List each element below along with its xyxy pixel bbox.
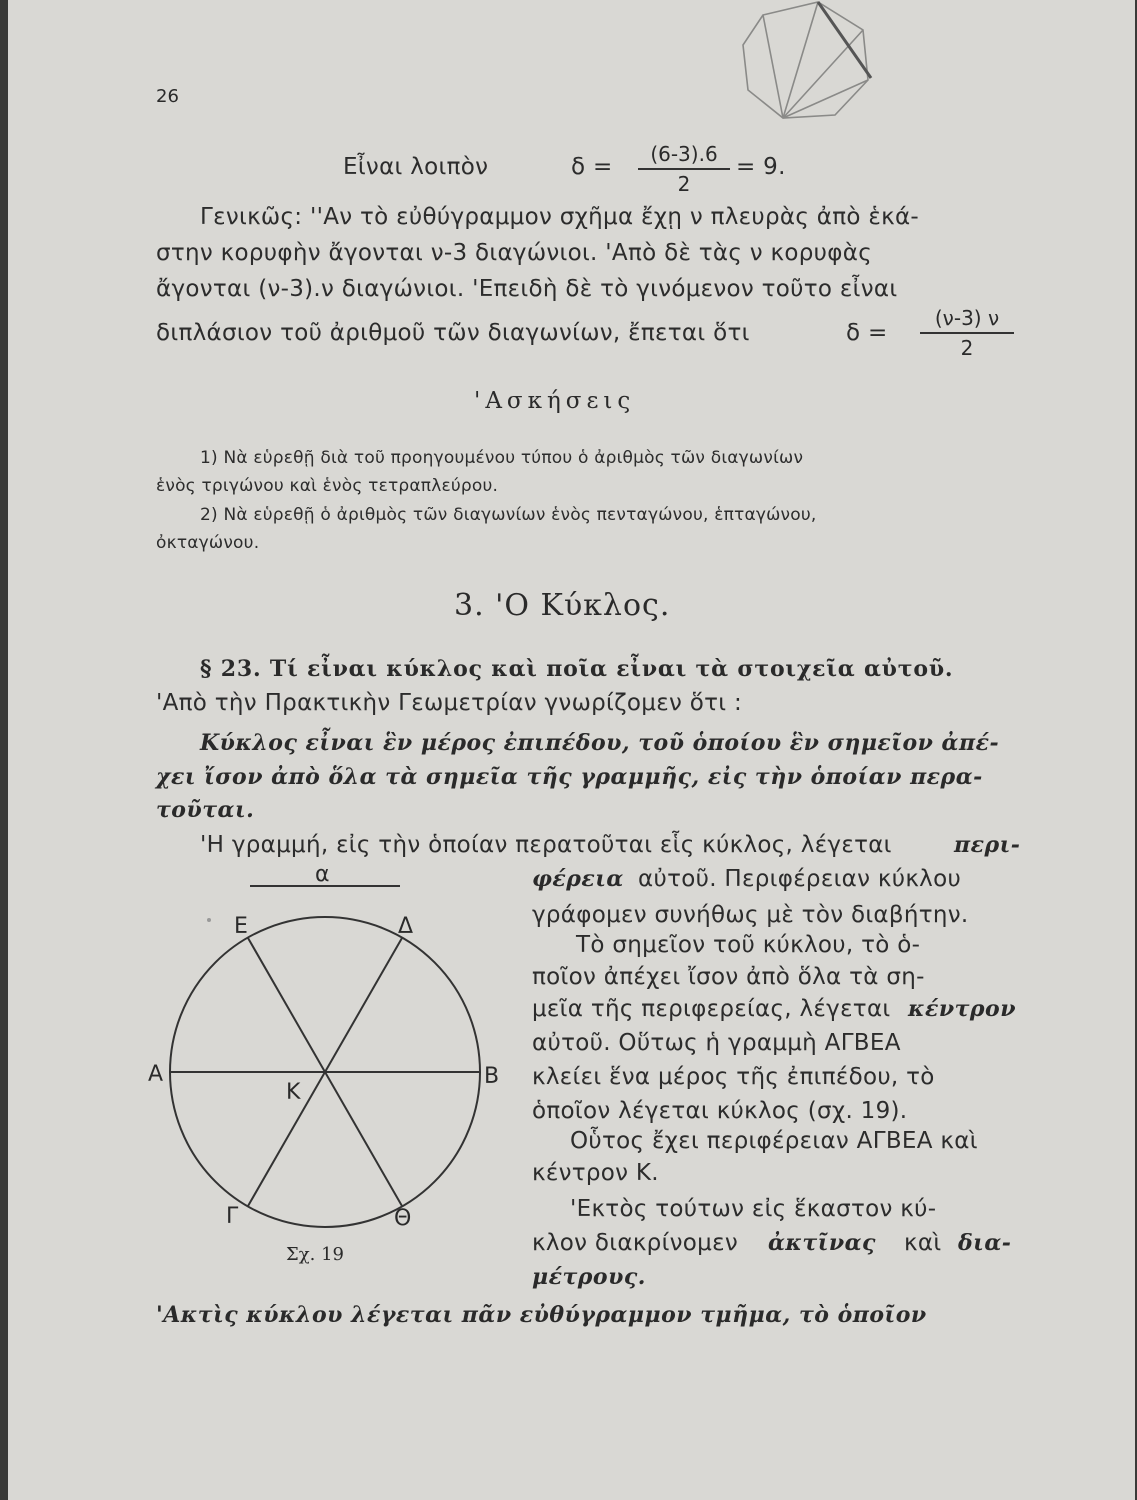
fraction-2-denominator: 2 bbox=[960, 335, 974, 360]
paragraph-3-line-1: Οὗτος ἔχει περιφέρειαν ΑΓΒΕΑ καὶ bbox=[570, 1128, 978, 1154]
stray-dot bbox=[207, 918, 211, 922]
exercise-2-line-1: 2) Νὰ εὑρεθῇ ὁ ἀριθμὸς τῶν διαγωνίων ἑνὸς πενταγώνου, ἑπταγώνου, bbox=[200, 505, 817, 525]
label-K: Κ bbox=[286, 1080, 301, 1105]
term-diameters-part-1: δια- bbox=[958, 1230, 1012, 1256]
page-number: 26 bbox=[156, 86, 179, 107]
paragraph-1-line-2: αὐτοῦ. Περιφέρειαν κύκλου bbox=[638, 866, 962, 892]
line-1-result: = 9. bbox=[736, 154, 786, 180]
section-intro: 'Απὸ τὴν Πρακτικὴν Γεωμετρίαν γνωρίζομεν ὅτι : bbox=[156, 690, 742, 716]
last-line: 'Ακτὶς κύκλου λέγεται πᾶν εὐθύγραμμον τμῆμα, τὸ ὁποῖον bbox=[156, 1302, 927, 1328]
paragraph-2-line-4: αὐτοῦ. Οὕτως ἡ γραμμὴ ΑΓΒΕΑ bbox=[532, 1030, 901, 1056]
exercise-1-line-2: ἑνὸς τριγώνου καὶ ἑνὸς τετραπλεύρου. bbox=[156, 476, 499, 496]
line-5-delta: δ = bbox=[846, 320, 888, 346]
section-title: § 23. Τί εἶναι κύκλος καὶ ποῖα εἶναι τὰ στοιχεῖα αὐτοῦ. bbox=[200, 656, 954, 682]
term-center: κέντρον bbox=[908, 996, 1016, 1022]
paragraph-1-line-1: 'Η γραμμή, εἰς τὴν ὁποίαν περατοῦται εἷς κύκλος, λέγεται bbox=[200, 832, 892, 858]
paragraph-1-line-3: γράφομεν συνήθως μὲ τὸν διαβήτην. bbox=[532, 902, 969, 928]
definition-line-1: Κύκλος εἶναι ἓν μέρος ἐπιπέδου, τοῦ ὁποίου ἓν σημεῖον ἀπέ- bbox=[200, 730, 1000, 756]
pencil-sketch-polygon bbox=[723, 0, 883, 130]
text-line-3: στην κορυφὴν ἄγονται ν-3 διαγώνιοι. 'Απὸ δὲ τὰς ν κορυφὰς bbox=[156, 240, 873, 266]
label-Gamma: Γ bbox=[226, 1204, 239, 1229]
paragraph-2-line-2: ποῖον ἀπέχει ἴσον ἀπὸ ὅλα τὰ ση- bbox=[532, 964, 925, 990]
term-diameters-part-2: μέτρους. bbox=[532, 1264, 646, 1290]
paragraph-4-and: καὶ bbox=[904, 1230, 942, 1256]
term-periphery-part-2: φέρεια bbox=[532, 866, 624, 892]
chapter-title: 3. 'Ο Κύκλος. bbox=[454, 588, 671, 623]
paragraph-2-line-1: Τὸ σημεῖον τοῦ κύκλου, τὸ ὁ- bbox=[576, 932, 921, 958]
paragraph-2-line-5: κλείει ἕνα μέρος τῆς ἐπιπέδου, τὸ bbox=[532, 1064, 935, 1090]
label-A: Α bbox=[148, 1062, 164, 1087]
fraction-1 bbox=[638, 142, 730, 196]
label-Delta: Δ bbox=[398, 914, 414, 939]
label-Theta: Θ bbox=[394, 1206, 412, 1231]
label-alpha: α bbox=[315, 862, 330, 887]
text-line-2: Γενικῶς: ''Αν τὸ εὐθύγραμμον σχῆμα ἔχῃ ν πλευρὰς ἀπὸ ἑκά- bbox=[200, 204, 920, 230]
fraction-1-denominator: 2 bbox=[677, 171, 691, 196]
paragraph-2-line-6: ὁποῖον λέγεται κύκλος (σχ. 19). bbox=[532, 1098, 908, 1124]
line-1-delta: δ = bbox=[571, 154, 613, 180]
fraction-1-numerator: (6-3).6 bbox=[650, 142, 718, 166]
exercises-heading: 'Ασκήσεις bbox=[474, 388, 636, 414]
label-B: Β bbox=[484, 1064, 500, 1089]
line-1-prefix: Εἶναι λοιπὸν bbox=[343, 154, 489, 180]
paragraph-2-line-3: μεῖα τῆς περιφερείας, λέγεται bbox=[532, 996, 891, 1022]
paragraph-4-line-2: κλον διακρίνομεν bbox=[532, 1230, 738, 1256]
definition-line-3: τοῦται. bbox=[156, 797, 255, 823]
paragraph-3-line-2: κέντρον Κ. bbox=[532, 1160, 659, 1186]
figure-caption: Σχ. 19 bbox=[286, 1244, 344, 1265]
fraction-2 bbox=[920, 306, 1014, 360]
paragraph-4-line-1: 'Εκτὸς τούτων εἰς ἕκαστον κύ- bbox=[570, 1196, 937, 1222]
label-E: Ε bbox=[234, 914, 248, 939]
book-page bbox=[8, 0, 1135, 1500]
exercise-2-line-2: ὀκταγώνου. bbox=[156, 533, 260, 553]
definition-line-2: χει ἴσον ἀπὸ ὅλα τὰ σημεῖα τῆς γραμμῆς, εἰς τὴν ὁποίαν περα- bbox=[156, 764, 983, 790]
fraction-1-bar bbox=[638, 168, 730, 170]
term-periphery-part-1: περι- bbox=[954, 832, 1021, 858]
text-line-4: ἄγονται (ν-3).ν διαγώνιοι. 'Επειδὴ δὲ τὸ γινόμενον τοῦτο εἶναι bbox=[156, 276, 898, 302]
fraction-2-numerator: (ν-3) ν bbox=[934, 306, 1000, 330]
fraction-2-bar bbox=[920, 332, 1014, 334]
term-radii: ἀκτῖνας bbox=[768, 1230, 876, 1256]
text-line-5: διπλάσιον τοῦ ἀριθμοῦ τῶν διαγωνίων, ἔπεται ὅτι bbox=[156, 320, 750, 346]
exercise-1-line-1: 1) Νὰ εὑρεθῇ διὰ τοῦ προηγουμένου τύπου ὁ ἀριθμὸς τῶν διαγωνίων bbox=[200, 448, 804, 468]
circle-figure bbox=[138, 860, 518, 1280]
